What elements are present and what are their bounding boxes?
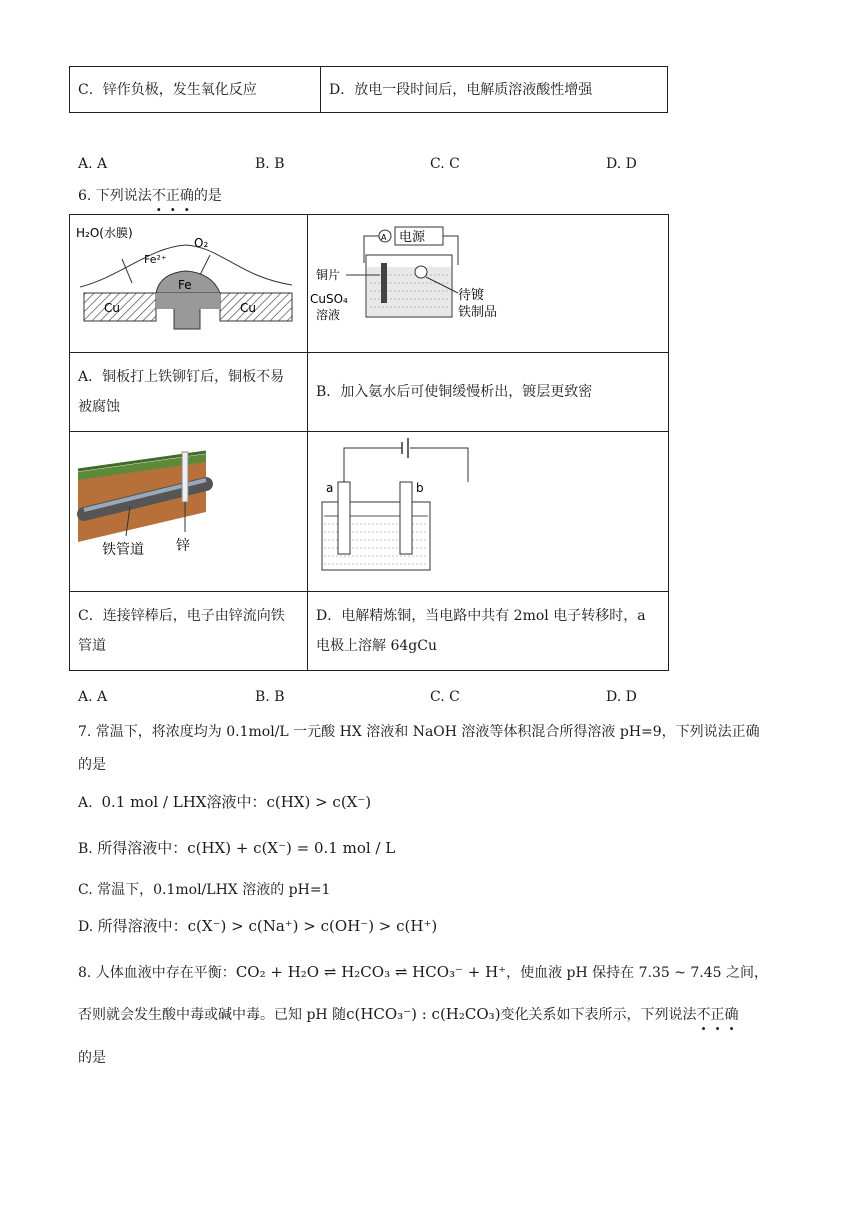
q5-option-d[interactable]: D. D: [606, 156, 637, 172]
q6-table: [69, 214, 669, 671]
rivet-corrosion-figure: [70, 215, 307, 339]
q6-cell-a: A．铜板打上铁铆钉后，铜板不易 被腐蚀: [70, 353, 308, 432]
pipe-zinc-figure: [70, 432, 307, 578]
q5-cell-c: C．锌作负极，发生氧化反应: [70, 67, 321, 113]
q5-option-b[interactable]: B. B: [255, 156, 285, 172]
electroplating-figure: [308, 215, 668, 339]
svg-text:O₂: O₂: [194, 236, 209, 250]
q6-fig-d-cell: [308, 432, 669, 592]
q6-option-a[interactable]: A. A: [78, 689, 108, 705]
electrolysis-figure: [308, 432, 668, 578]
q7-stem-line2: 的是: [78, 757, 106, 773]
svg-text:H₂O(水膜): H₂O(水膜): [76, 226, 133, 240]
svg-text:锌: 锌: [176, 538, 190, 554]
q8-line1: 8. 人体血液中存在平衡：CO₂ + H₂O ⇌ H₂CO₃ ⇌ HCO₃⁻ + H⁺，使血液 pH 保持在 7.35 ~ 7.45 之间，: [78, 963, 769, 981]
svg-text:A: A: [381, 233, 387, 242]
q6-fig-c-cell: [70, 432, 308, 592]
q6-cell-b: B．加入氨水后可使铜缓慢析出，镀层更致密: [308, 353, 669, 432]
svg-text:铁制品: 铁制品: [458, 305, 498, 320]
q6-stem: 6. 下列说法不正确的是: [78, 188, 222, 204]
svg-text:Fe²⁺: Fe²⁺: [144, 253, 167, 266]
svg-text:铜片: 铜片: [316, 268, 341, 282]
svg-text:a: a: [326, 481, 334, 495]
q5-option-c[interactable]: C. C: [430, 156, 460, 172]
svg-text:待镀: 待镀: [458, 288, 485, 303]
svg-text:Cu: Cu: [240, 301, 256, 315]
q5-option-a[interactable]: A. A: [78, 156, 108, 172]
q6-options: [78, 689, 718, 709]
q8-line3: 的是: [78, 1050, 106, 1066]
q6-fig-a-cell: [70, 215, 308, 353]
q7-option-a[interactable]: A. 0.1 mol / LHX溶液中：c(HX) > c(X⁻): [78, 793, 372, 811]
q7-option-b[interactable]: B. 所得溶液中：c(HX) + c(X⁻) = 0.1 mol / L: [78, 839, 396, 857]
svg-text:溶液: 溶液: [316, 308, 341, 322]
svg-text:铁管道: 铁管道: [102, 542, 144, 558]
q5-options: [78, 156, 718, 176]
q5-cell-d: D．放电一段时间后，电解质溶液酸性增强: [321, 67, 668, 113]
q6-cell-d: D．电解精炼铜，当电路中共有 2mol 电子转移时，a 电极上溶解 64gCu: [308, 592, 669, 671]
q7-stem-line1: 7. 常温下，将浓度均为 0.1mol/L 一元酸 HX 溶液和 NaOH 溶液等体积混合所得溶液 pH=9，下列说法正确: [78, 724, 760, 740]
q8-line2: 否则就会发生酸中毒或碱中毒。已知 pH 随c(HCO₃⁻) : c(H₂CO₃)变化关系如下表所示，下列说法不正确: [78, 1005, 739, 1023]
svg-text:电源: 电源: [399, 230, 426, 245]
q6-fig-b-cell: [308, 215, 669, 353]
svg-text:b: b: [416, 481, 424, 495]
svg-text:CuSO₄: CuSO₄: [310, 292, 348, 306]
q7-option-c[interactable]: C. 常温下，0.1mol/LHX 溶液的 pH=1: [78, 882, 331, 898]
q6-option-d[interactable]: D. D: [606, 689, 637, 705]
q6-option-b[interactable]: B. B: [255, 689, 285, 705]
svg-text:Fe: Fe: [178, 278, 192, 292]
q7-option-d[interactable]: D. 所得溶液中：c(X⁻) > c(Na⁺) > c(OH⁻) > c(H⁺): [78, 917, 438, 935]
q6-option-c[interactable]: C. C: [430, 689, 460, 705]
q5-table: [69, 66, 668, 113]
svg-text:Cu: Cu: [104, 301, 120, 315]
q6-cell-c: C．连接锌棒后，电子由锌流向铁 管道: [70, 592, 308, 671]
